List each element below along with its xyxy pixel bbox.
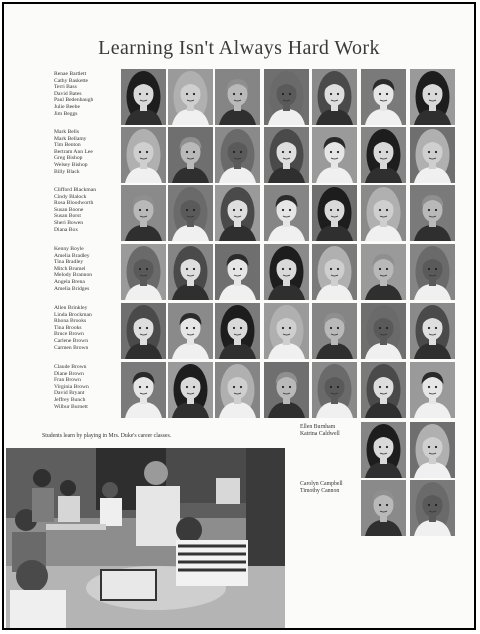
student-name: Claude Brown [54, 364, 87, 370]
student-portrait [215, 362, 260, 418]
student-portrait [215, 303, 260, 359]
student-name: Billy Black [54, 168, 80, 175]
student-name: Clifford Blackman [54, 187, 96, 193]
student-name: Carolyn Campbell [300, 481, 343, 487]
student-name: Paul Bedenbaugh [54, 97, 94, 104]
student-portrait [312, 362, 357, 418]
page-title: Learning Isn't Always Hard Work [98, 37, 380, 59]
student-name: David Bryant [54, 390, 85, 397]
student-portrait [264, 362, 309, 418]
student-portrait [361, 303, 406, 359]
student-name: Cathy Baskette [54, 77, 89, 84]
student-name: Jeffrey Bunch [54, 396, 86, 403]
student-name: Ellen Burnham [300, 424, 336, 430]
student-portrait [361, 362, 406, 418]
student-portrait [168, 185, 213, 241]
student-name: Melody Brannon [54, 272, 93, 279]
student-name: Tina Bradley [54, 259, 84, 266]
student-name: Timothy Cannon [300, 488, 340, 494]
student-portrait [121, 127, 166, 183]
student-portrait [410, 362, 455, 418]
student-portrait [168, 303, 213, 359]
yearbook-page [2, 2, 476, 630]
student-name: Bertram Ann Lee [54, 148, 93, 155]
student-name: Rosa Bloodworth [54, 200, 94, 207]
student-name: Kenny Boyle [54, 246, 84, 252]
student-name: Terri Bass [54, 84, 77, 91]
student-portrait [312, 69, 357, 125]
student-name: Diana Box [54, 226, 79, 233]
student-portrait [264, 69, 309, 125]
student-portrait [361, 480, 406, 536]
student-name: David Bates [54, 90, 82, 97]
name-list [54, 71, 120, 117]
student-portrait [312, 303, 357, 359]
name-list [54, 305, 120, 351]
student-name: Mark Bells [54, 129, 80, 135]
classroom-group-photo [6, 448, 285, 630]
student-name: Wilbur Burnett [54, 403, 88, 410]
student-name: Renae Bartlett [54, 71, 87, 77]
student-portrait [361, 244, 406, 300]
name-list [54, 187, 120, 233]
student-portrait [264, 127, 309, 183]
student-portrait [410, 480, 455, 536]
student-name: Diane Brown [54, 370, 84, 377]
student-portrait [215, 185, 260, 241]
student-portrait [168, 69, 213, 125]
student-name: Susan Borst [54, 213, 81, 220]
student-name: Tina Brooks [54, 324, 82, 331]
name-list [54, 129, 120, 175]
name-list [54, 364, 120, 410]
student-name: Amelia Bridges [54, 285, 90, 292]
student-name: Fran Brown [54, 377, 81, 384]
group-photo-caption: Students learn by playing in Mrs. Duke's career classes. [42, 433, 172, 439]
student-portrait [410, 69, 455, 125]
student-portrait [361, 69, 406, 125]
student-name: Linda Brockman [54, 311, 92, 318]
side-name-list [300, 424, 340, 438]
student-portrait [264, 244, 309, 300]
student-portrait [312, 244, 357, 300]
student-portrait [121, 69, 166, 125]
student-name: Mark Bellamy [54, 135, 87, 142]
student-portrait [312, 185, 357, 241]
student-portrait [168, 127, 213, 183]
side-name-list [300, 481, 343, 495]
student-portrait [121, 303, 166, 359]
student-portrait [410, 303, 455, 359]
student-portrait [121, 362, 166, 418]
student-name: Jim Beggs [54, 110, 78, 117]
student-name: Susan Boone [54, 206, 84, 213]
student-portrait [215, 127, 260, 183]
student-name: Welsey Bishop [54, 161, 88, 168]
student-portrait [361, 422, 406, 478]
student-name: Greg Bishop [54, 155, 83, 162]
student-name: Carmen Brown [54, 344, 89, 351]
student-name: Sheri Bowen [54, 219, 84, 226]
name-list [54, 246, 120, 292]
student-portrait [121, 185, 166, 241]
student-name: Katrina Caldwell [300, 431, 340, 437]
student-portrait [410, 185, 455, 241]
student-name: Mitch Brumel [54, 265, 86, 272]
student-name: Virginia Brown [54, 383, 89, 390]
student-portrait [168, 244, 213, 300]
student-name: Angela Brena [54, 278, 85, 285]
student-name: Amelia Bradley [54, 252, 90, 259]
student-name: Tim Benton [54, 142, 81, 149]
student-portrait [168, 362, 213, 418]
student-portrait [361, 185, 406, 241]
student-portrait [410, 422, 455, 478]
student-portrait [121, 244, 166, 300]
student-portrait [410, 244, 455, 300]
student-name: Bruce Brown [54, 331, 84, 338]
student-portrait [410, 127, 455, 183]
student-portrait [312, 127, 357, 183]
student-portrait [264, 185, 309, 241]
student-name: Allen Brinkley [54, 305, 88, 311]
student-name: Julie Beebe [54, 103, 80, 110]
student-name: Rhona Brooks [54, 318, 87, 325]
student-portrait [215, 244, 260, 300]
student-portrait [264, 303, 309, 359]
student-portrait [361, 127, 406, 183]
student-name: Cindy Blalock [54, 193, 87, 200]
student-name: Carlene Brown [54, 337, 89, 344]
student-portrait [215, 69, 260, 125]
